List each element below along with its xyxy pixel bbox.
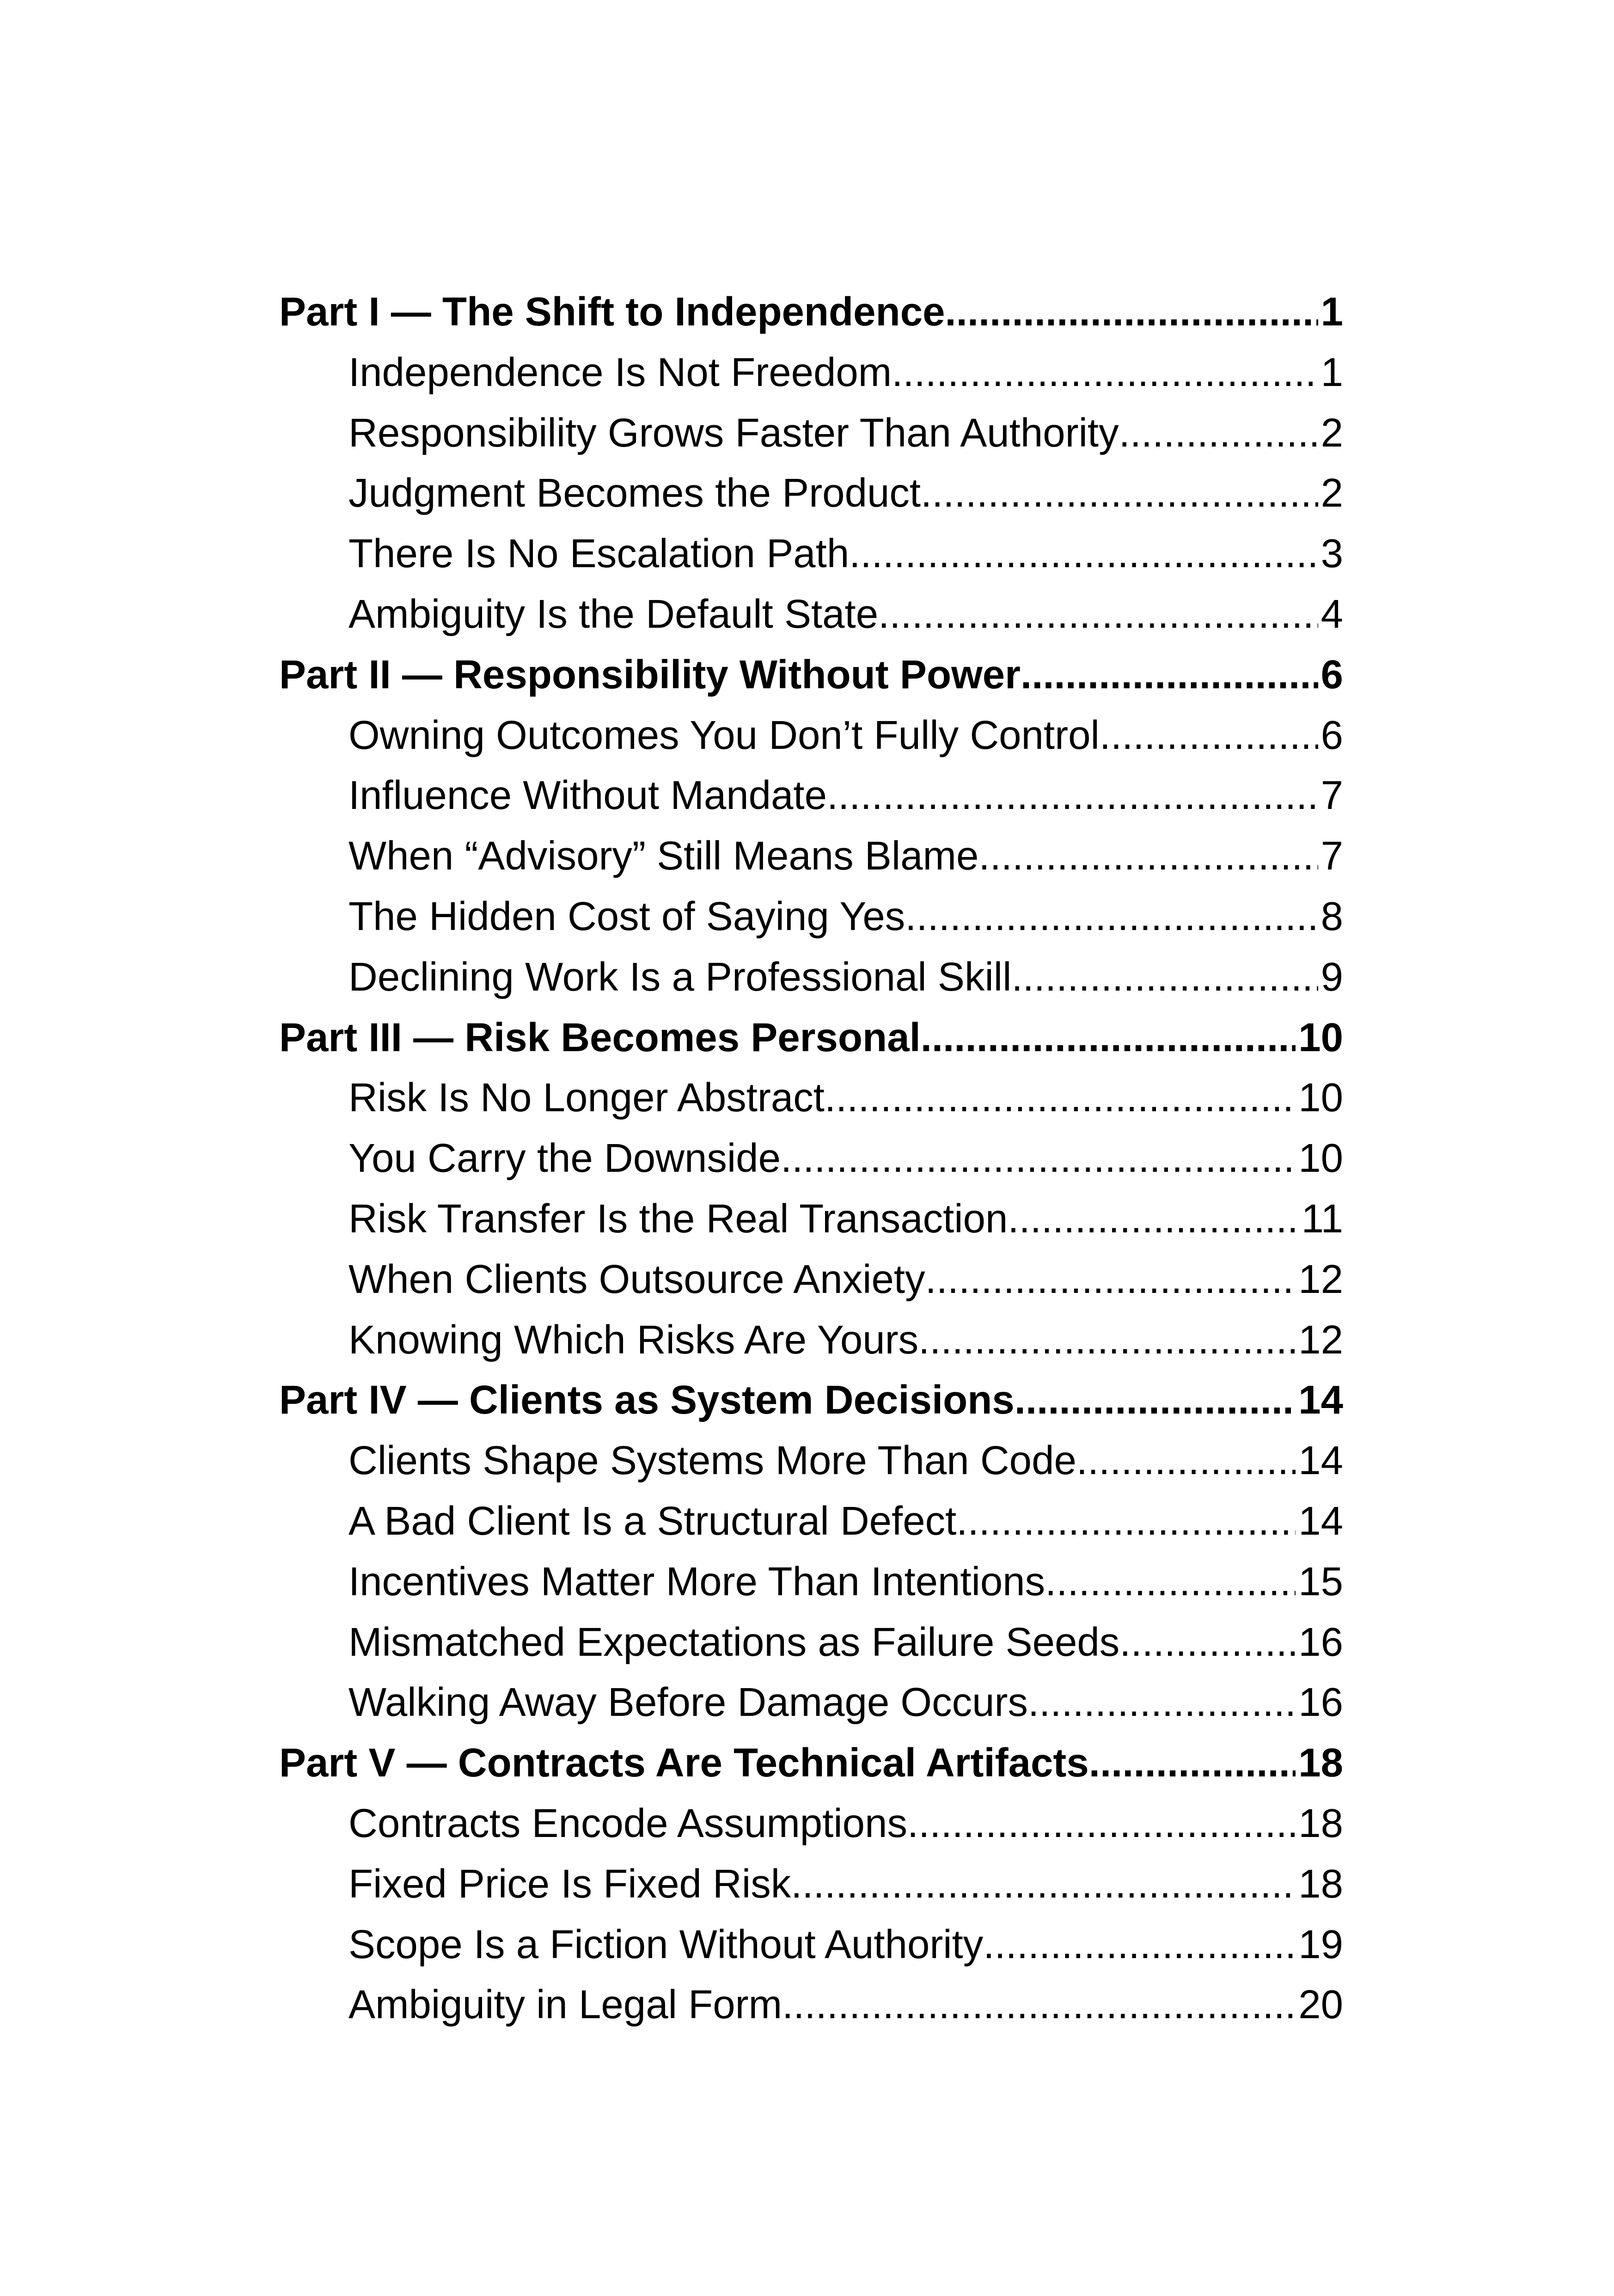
toc-chapter-entry[interactable]	[279, 1128, 1343, 1189]
toc-entry-title: The Hidden Cost of Saying Yes	[348, 894, 905, 939]
toc-entry-title: Part III — Risk Becomes Personal	[279, 1015, 921, 1060]
toc-part-entry[interactable]	[279, 1008, 1343, 1068]
toc-page-number: 4	[1321, 591, 1343, 637]
toc-entry-title: Ambiguity Is the Default State	[348, 591, 879, 637]
dot-leader	[1045, 1552, 1296, 1612]
toc-part-entry[interactable]	[279, 1733, 1343, 1794]
dot-leader	[878, 584, 1318, 645]
toc-chapter-entry[interactable]	[279, 1854, 1343, 1915]
toc-page-number: 9	[1321, 954, 1343, 999]
dot-leader	[825, 1068, 1296, 1128]
toc-entry-title: You Carry the Downside	[348, 1136, 781, 1181]
dot-leader	[791, 1854, 1296, 1915]
toc-entry-title: Responsibility Grows Faster Than Authority	[348, 410, 1119, 455]
toc-chapter-entry[interactable]	[279, 1794, 1343, 1854]
toc-chapter-entry[interactable]	[279, 765, 1343, 826]
toc-entry-title: Part IV — Clients as System Decisions	[279, 1378, 1015, 1423]
dot-leader	[978, 826, 1318, 887]
toc-page-number: 8	[1321, 894, 1343, 939]
toc-page-number: 16	[1298, 1680, 1343, 1725]
toc-page-number: 18	[1298, 1740, 1343, 1786]
toc-part-entry[interactable]	[279, 645, 1343, 705]
toc-chapter-entry[interactable]	[279, 584, 1343, 645]
toc-entry-title: Incentives Matter More Than Intentions	[348, 1559, 1045, 1604]
toc-page-number: 18	[1298, 1800, 1343, 1846]
toc-chapter-entry[interactable]	[279, 1310, 1343, 1371]
toc-page-number: 14	[1298, 1498, 1343, 1543]
dot-leader	[921, 463, 1318, 524]
dot-leader	[1089, 1733, 1296, 1794]
toc-part-entry[interactable]	[279, 282, 1343, 343]
toc-chapter-entry[interactable]	[279, 887, 1343, 947]
toc-chapter-entry[interactable]	[279, 1915, 1343, 1975]
dot-leader	[907, 1794, 1296, 1854]
toc-entry-title: Scope Is a Fiction Without Authority	[348, 1922, 984, 1967]
toc-part-entry[interactable]	[279, 1370, 1343, 1431]
dot-leader	[956, 1491, 1296, 1552]
toc-entry-title: Risk Transfer Is the Real Transaction	[348, 1196, 1008, 1241]
toc-chapter-entry[interactable]	[279, 947, 1343, 1008]
toc-page-number: 7	[1321, 833, 1343, 879]
toc-chapter-entry[interactable]	[279, 1431, 1343, 1491]
toc-entry-title: Clients Shape Systems More Than Code	[348, 1438, 1076, 1483]
dot-leader	[827, 765, 1318, 826]
dot-leader	[983, 1915, 1296, 1975]
toc-chapter-entry[interactable]	[279, 403, 1343, 464]
toc-page-number: 16	[1298, 1619, 1343, 1665]
toc-page-number: 14	[1298, 1378, 1343, 1423]
dot-leader	[945, 282, 1318, 343]
toc-page-number: 10	[1298, 1075, 1343, 1120]
toc-entry-title: Ambiguity in Legal Form	[348, 1982, 783, 2027]
toc-chapter-entry[interactable]	[279, 826, 1343, 887]
dot-leader	[1021, 645, 1318, 705]
toc-page-number: 15	[1298, 1559, 1343, 1604]
toc-page-number: 3	[1321, 531, 1343, 576]
dot-leader	[1008, 1189, 1298, 1249]
toc-chapter-entry[interactable]	[279, 1612, 1343, 1673]
toc-chapter-entry[interactable]	[279, 463, 1343, 524]
dot-leader	[781, 1128, 1296, 1189]
toc-chapter-entry[interactable]	[279, 1249, 1343, 1310]
toc-page-number: 18	[1298, 1861, 1343, 1906]
dot-leader	[1119, 403, 1318, 464]
dot-leader	[1100, 705, 1318, 766]
toc-chapter-entry[interactable]	[279, 1552, 1343, 1612]
toc-page-number: 2	[1321, 410, 1343, 455]
toc-page-number: 2	[1321, 471, 1343, 516]
dot-leader	[1028, 1672, 1296, 1733]
toc-page-number: 20	[1298, 1982, 1343, 2027]
dot-leader	[782, 1975, 1296, 2035]
toc-entry-title: Influence Without Mandate	[348, 773, 827, 818]
table-of-contents	[279, 282, 1343, 2035]
toc-page-number: 1	[1321, 349, 1343, 395]
toc-page-number: 6	[1321, 652, 1343, 697]
toc-chapter-entry[interactable]	[279, 524, 1343, 584]
toc-entry-title: A Bad Client Is a Structural Defect	[348, 1498, 957, 1543]
dot-leader	[918, 1310, 1296, 1371]
toc-page-number: 1	[1321, 289, 1343, 334]
toc-entry-title: When Clients Outsource Anxiety	[348, 1256, 925, 1302]
dot-leader	[892, 343, 1318, 403]
toc-entry-title: There Is No Escalation Path	[348, 531, 850, 576]
toc-entry-title: Owning Outcomes You Don’t Fully Control	[348, 712, 1100, 758]
toc-entry-title: Walking Away Before Damage Occurs	[348, 1680, 1028, 1725]
dot-leader	[1119, 1612, 1296, 1673]
toc-entry-title: Independence Is Not Freedom	[348, 349, 892, 395]
toc-page-number: 12	[1298, 1256, 1343, 1302]
toc-page-number: 10	[1298, 1136, 1343, 1181]
toc-entry-title: Declining Work Is a Professional Skill	[348, 954, 1012, 999]
toc-page-number: 6	[1321, 712, 1343, 758]
toc-chapter-entry[interactable]	[279, 1491, 1343, 1552]
dot-leader	[1076, 1431, 1296, 1491]
toc-entry-title: Judgment Becomes the Product	[348, 471, 921, 516]
toc-chapter-entry[interactable]	[279, 705, 1343, 766]
dot-leader	[925, 1249, 1296, 1310]
toc-entry-title: Mismatched Expectations as Failure Seeds	[348, 1619, 1120, 1665]
dot-leader	[849, 524, 1318, 584]
dot-leader	[921, 1008, 1296, 1068]
toc-entry-title: Fixed Price Is Fixed Risk	[348, 1861, 791, 1906]
toc-entry-title: Part V — Contracts Are Technical Artifacts	[279, 1740, 1089, 1786]
toc-chapter-entry[interactable]	[279, 1672, 1343, 1733]
toc-page-number: 7	[1321, 773, 1343, 818]
dot-leader	[1011, 947, 1318, 1008]
dot-leader	[1015, 1370, 1296, 1431]
toc-chapter-entry[interactable]	[279, 343, 1343, 403]
toc-page-number: 10	[1298, 1015, 1343, 1060]
toc-page-number: 12	[1298, 1317, 1343, 1362]
toc-chapter-entry[interactable]	[279, 1975, 1343, 2035]
toc-page-number: 14	[1298, 1438, 1343, 1483]
toc-chapter-entry[interactable]	[279, 1189, 1343, 1249]
toc-page-number: 11	[1301, 1196, 1343, 1241]
toc-entry-title: Knowing Which Risks Are Yours	[348, 1317, 919, 1362]
toc-entry-title: Risk Is No Longer Abstract	[348, 1075, 825, 1120]
toc-entry-title: When “Advisory” Still Means Blame	[348, 833, 979, 879]
toc-chapter-entry[interactable]	[279, 1068, 1343, 1128]
toc-entry-title: Contracts Encode Assumptions	[348, 1800, 907, 1846]
toc-entry-title: Part I — The Shift to Independence	[279, 289, 945, 334]
toc-entry-title: Part II — Responsibility Without Power	[279, 652, 1021, 697]
toc-page-number: 19	[1298, 1922, 1343, 1967]
dot-leader	[905, 887, 1318, 947]
